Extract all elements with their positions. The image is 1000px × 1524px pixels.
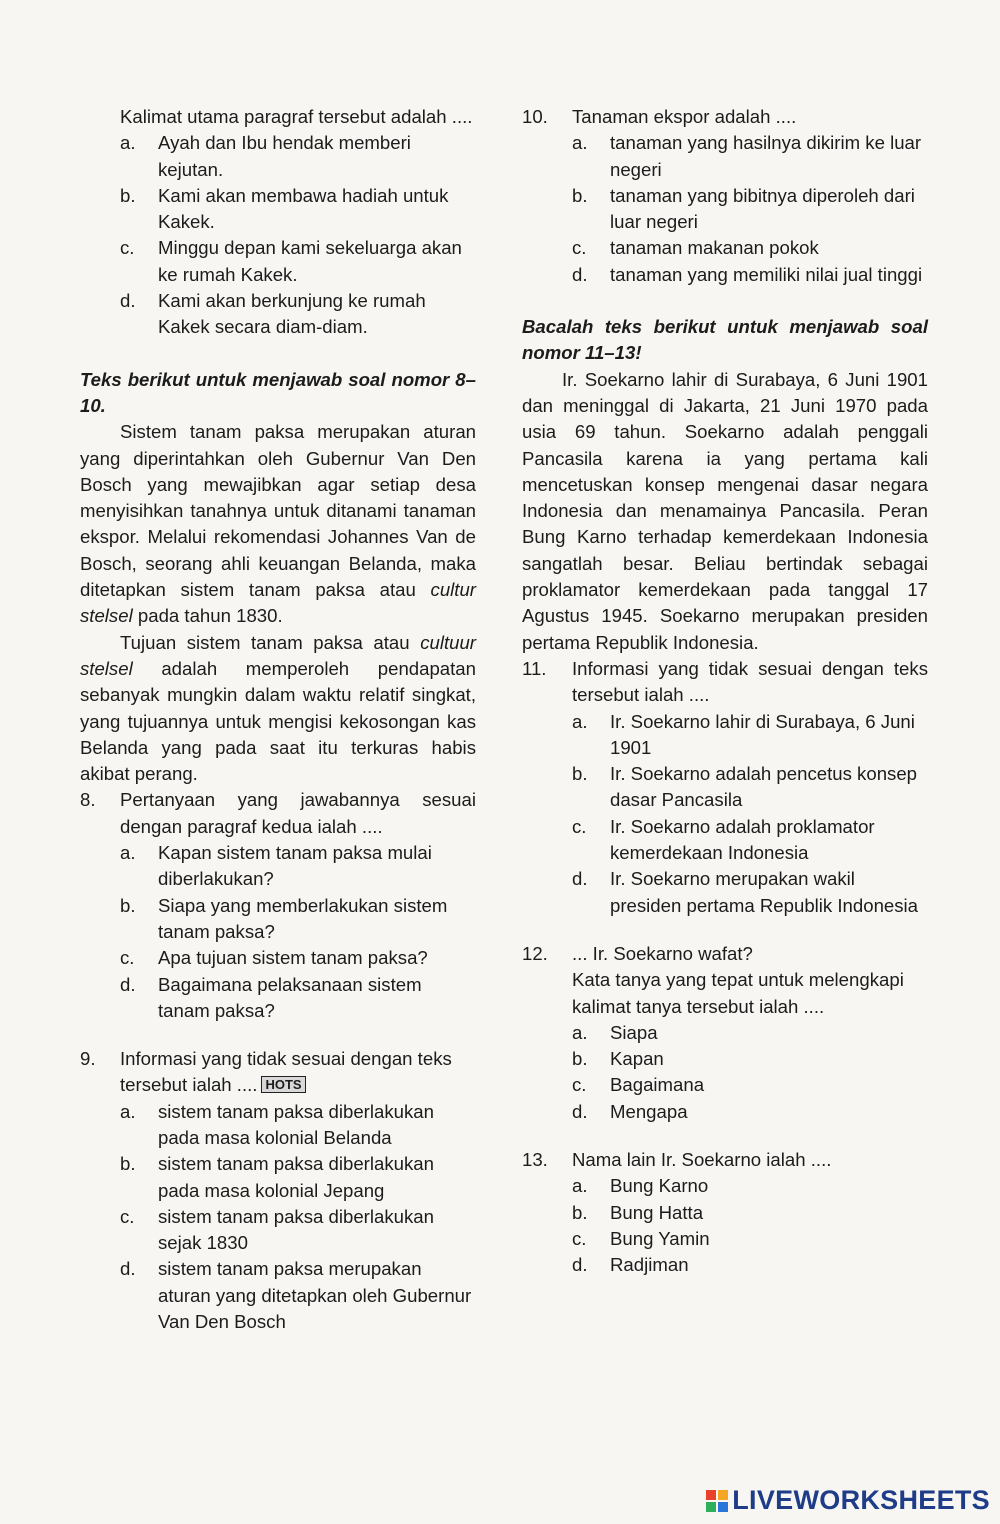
question-10-option-b[interactable]: b. tanaman yang bibitnya diperoleh dari luar negeri xyxy=(572,184,915,233)
question-12-option-a[interactable]: a. Siapa xyxy=(572,1021,658,1043)
passage-heading-11-13: Bacalah teks berikut untuk menjawab soal nomor 11–13! xyxy=(522,316,928,364)
logo-square-blue xyxy=(718,1502,728,1512)
question-13-stem: Nama lain Ir. Soekarno ialah .... xyxy=(572,1148,832,1170)
right-column xyxy=(522,104,928,1278)
question-10-option-d[interactable]: d. tanaman yang memiliki nilai jual tinggi xyxy=(572,263,923,285)
question-13: 13. Nama lain Ir. Soekarno ialah .... a. Bung Karno b. Bung Hatta c. Bung Yamin d. Radjiman xyxy=(522,1147,928,1278)
question-13-option-a[interactable]: a. Bung Karno xyxy=(572,1175,709,1197)
passage-heading-8-10: Teks berikut untuk menjawab soal nomor 8–10. xyxy=(80,368,476,416)
question-8-option-a[interactable]: a. Kapan sistem tanam paksa mulai diberlakukan? xyxy=(120,842,432,890)
hots-badge: HOTS xyxy=(261,1076,305,1093)
question-12-stem-2: Kata tanya yang tepat untuk melengkapi kalimat tanya tersebut ialah .... xyxy=(572,969,904,1017)
question-11-stem: Informasi yang tidak sesuai dengan teks tersebut ialah .... xyxy=(572,657,928,706)
question-7-option-b[interactable]: b. Kami akan membawa hadiah untuk Kakek. xyxy=(120,184,449,233)
question-9-option-c[interactable]: c. sistem tanam paksa diberlakukan sejak 1830 xyxy=(120,1205,434,1254)
question-9-option-a[interactable]: a. sistem tanam paksa diberlakukan pada masa kolonial Belanda xyxy=(120,1100,434,1148)
question-10: 10. Tanaman ekspor adalah .... a. tanaman yang hasilnya dikirim ke luar negeri b. tanaman yang bibitnya diperoleh dari luar negeri c. tanaman makanan pokok d. tanaman yang memiliki nilai jual tinggi xyxy=(522,104,928,288)
question-10-option-a[interactable]: a. tanaman yang hasilnya dikirim ke luar negeri xyxy=(572,132,922,180)
question-8-option-d[interactable]: d. Bagaimana pelaksanaan sistem tanam paksa? xyxy=(120,973,422,1021)
logo-square-green xyxy=(706,1502,716,1512)
question-13-option-c[interactable]: c. Bung Yamin xyxy=(572,1227,710,1249)
question-8-stem: Pertanyaan yang jawabannya sesuai dengan paragraf kedua ialah .... xyxy=(120,789,476,837)
left-column xyxy=(80,104,476,1335)
passage-paragraph-2: Tujuan sistem tanam paksa atau cultuur stelsel adalah memperoleh pendapatan sebanyak mungkin dalam waktu relatif singkat, yang tujuannya untuk mengisi kekosongan kas Belanda yang pada saat itu terkuras habis akibat perang. xyxy=(80,631,476,785)
passage-soekarno: Ir. Soekarno lahir di Surabaya, 6 Juni 1901 dan meninggal di Jakarta, 21 Juni 1970 pada usia 69 tahun. Soekarno adalah penggali Pancasila karena ia yang pertama kali mencetuskan konsep mengenai dasar negara Indonesia dan menamainya Pancasila. Peran Bung Karno terhadap kemerdekaan Indonesia sangatlah besar. Beliau bertindak sebagai proklamator kemerdekaan pada tanggal 17 Agustus 1945. Soekarno merupakan presiden pertama Republik Indonesia. xyxy=(522,368,928,653)
question-12-stem: ... Ir. Soekarno wafat? xyxy=(572,942,753,964)
question-9: 9. Informasi yang tidak sesuai dengan teks tersebut ialah .... HOTS a. sistem tanam paksa diberlakukan pada masa kolonial Belanda b. sistem tanam paksa diberlakukan pada masa kolonial Jepang c. sistem tanam paksa diberlakukan sejak 1830 d. sistem tanam paksa merupakan aturan yang ditetapkan oleh Gubernur Van Den Bosch xyxy=(80,1046,476,1335)
passage-paragraph-1: Sistem tanam paksa merupakan aturan yang diperintahkan oleh Gubernur Van Den Bosch yang mewajibkan agar setiap desa menyisihkan tanahnya untuk ditanami tanaman ekspor. Melalui rekomendasi Johannes Van de Bosch, seorang ahli keuangan Belanda, maka ditetapkan sistem tanam paksa atau cultur stelsel pada tahun 1830. xyxy=(80,421,476,627)
question-8-option-c[interactable]: c. Apa tujuan sistem tanam paksa? xyxy=(120,947,428,969)
question-11-option-a[interactable]: a. Ir. Soekarno lahir di Surabaya, 6 Juni 1901 xyxy=(572,710,915,758)
question-12: 12. ... Ir. Soekarno wafat? Kata tanya yang tepat untuk melengkapi kalimat tanya tersebut ialah .... a. Siapa b. Kapan c. Bagaimana d. Mengapa xyxy=(522,941,928,1125)
question-12-option-b[interactable]: b. Kapan xyxy=(572,1048,664,1070)
question-7-option-c[interactable]: c. Minggu depan kami sekeluarga akan ke rumah Kakek. xyxy=(120,237,462,285)
logo-square-red xyxy=(706,1490,716,1500)
question-11-option-c[interactable]: c. Ir. Soekarno adalah proklamator kemerdekaan Indonesia xyxy=(572,815,875,864)
question-13-option-d[interactable]: d. Radjiman xyxy=(572,1254,689,1276)
question-9-option-d[interactable]: d. sistem tanam paksa merupakan aturan yang ditetapkan oleh Gubernur Van Den Bosch xyxy=(120,1258,472,1333)
question-7 xyxy=(80,104,476,341)
question-13-option-b[interactable]: b. Bung Hatta xyxy=(572,1201,704,1223)
question-9-stem: Informasi yang tidak sesuai dengan teks tersebut ialah .... HOTS xyxy=(120,1048,452,1096)
liveworksheets-icon xyxy=(706,1490,728,1512)
question-10-stem: Tanaman ekspor adalah .... xyxy=(572,106,797,127)
question-11: 11. Informasi yang tidak sesuai dengan teks tersebut ialah .... a. Ir. Soekarno lahir di Surabaya, 6 Juni 1901 b. Ir. Soekarno adalah pencetus konsep dasar Pancasila c. Ir. Soekarno adalah proklamator kemerdekaan Indonesia d. Ir. Soekarno merupakan wakil presiden pertama Republik Indonesia xyxy=(522,656,928,919)
question-7-stem: Kalimat utama paragraf tersebut adalah .... xyxy=(120,106,473,127)
question-7-option-a[interactable]: a. Ayah dan Ibu hendak memberi kejutan. xyxy=(120,132,411,180)
logo-square-orange xyxy=(718,1490,728,1500)
question-12-option-d[interactable]: d. Mengapa xyxy=(572,1100,688,1122)
question-10-option-c[interactable]: c. tanaman makanan pokok xyxy=(572,237,819,259)
question-7-option-d[interactable]: d. Kami akan berkunjung ke rumah Kakek secara diam-diam. xyxy=(120,290,426,338)
question-12-option-c[interactable]: c. Bagaimana xyxy=(572,1074,705,1096)
question-11-option-d[interactable]: d. Ir. Soekarno merupakan wakil presiden pertama Republik Indonesia xyxy=(572,868,919,916)
question-8-option-b[interactable]: b. Siapa yang memberlakukan sistem tanam paksa? xyxy=(120,894,448,942)
question-9-option-b[interactable]: b. sistem tanam paksa diberlakukan pada masa kolonial Jepang xyxy=(120,1153,434,1201)
question-8: 8. Pertanyaan yang jawabannya sesuai dengan paragraf kedua ialah .... a. Kapan sistem tanam paksa mulai diberlakukan? b. Siapa yang memberlakukan sistem tanam paksa? c. Apa tujuan sistem tanam paksa? d. Bagaimana pelaksanaan sistem tanam paksa? xyxy=(80,787,476,1024)
liveworksheets-logo[interactable] xyxy=(706,1485,990,1516)
brand-name: LIVEWORKSHEETS xyxy=(732,1485,990,1515)
question-11-option-b[interactable]: b. Ir. Soekarno adalah pencetus konsep dasar Pancasila xyxy=(572,763,918,811)
